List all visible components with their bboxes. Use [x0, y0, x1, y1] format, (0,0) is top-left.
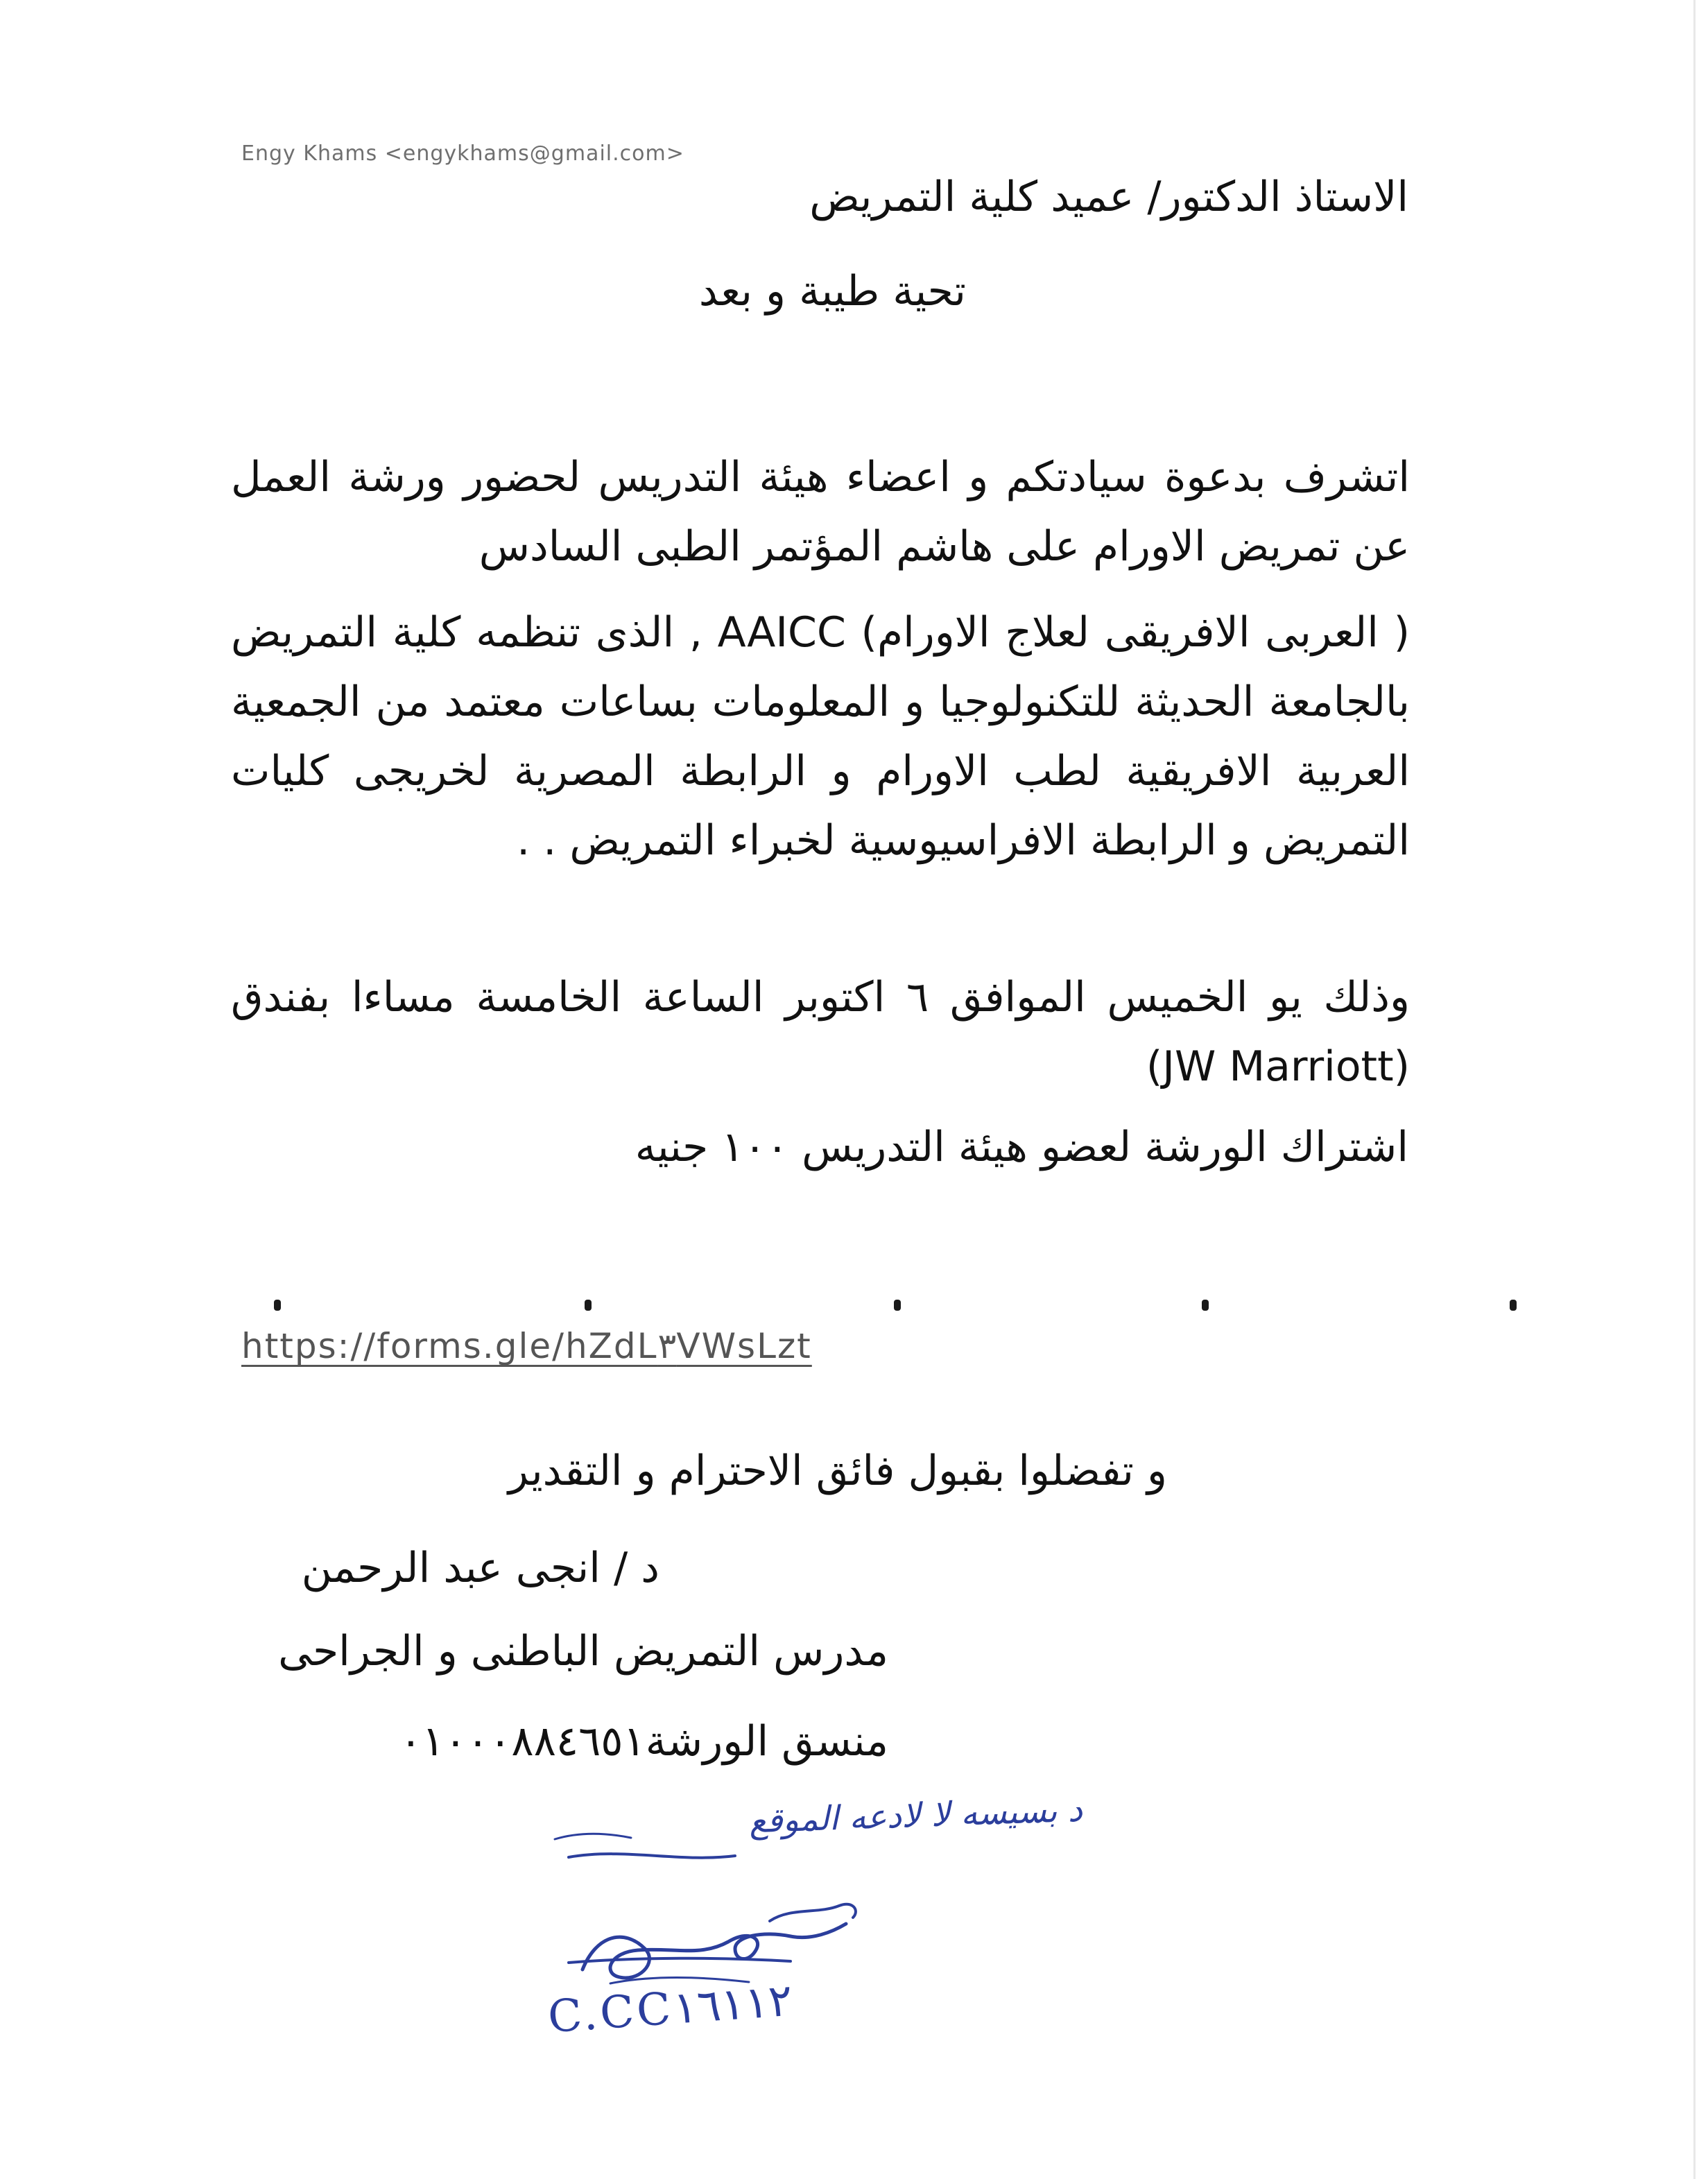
signatory-name: د / انجى عبد الرحمن — [301, 1544, 659, 1592]
scan-edge — [1693, 0, 1696, 2179]
signatory-title: مدرس التمريض الباطنى و الجراحى — [278, 1627, 888, 1676]
bullet-dot — [1202, 1300, 1209, 1311]
handwritten-phone: C.CC١٦١١٢ — [546, 1974, 794, 2044]
email-header: Engy Khams <engykhams@gmail.com> — [241, 141, 684, 166]
greeting-line: تحية طيبة و بعد — [698, 267, 966, 316]
closing-line: و تفضلوا بقبول فائق الاحترام و التقدير — [508, 1447, 1167, 1495]
recipient-line: الاستاذ الدكتور/ عميد كلية التمريض — [809, 173, 1408, 221]
bullet-dot — [894, 1300, 901, 1311]
date-venue-paragraph — [231, 963, 1410, 1101]
venue-name: (JW Marriott) — [1146, 1042, 1410, 1091]
organizers-text: , الذى تنظمه كلية التمريض بالجامعة الحديثة للتكنولوجيا و المعلومات بساعات معتمد من الجمعية العربية الافريقية لطب الاورام و الرابطة المصرية لخريجى كليات التمريض و الرابطة الافراسيوسية لخبراء التمريض . . — [231, 608, 1410, 865]
bullet-dot — [585, 1300, 592, 1311]
invitation-paragraph: اتشرف بدعوة سيادتكم و اعضاء هيئة التدريس لحضور ورشة العمل عن تمريض الاورام على هاشم المؤتمر الطبى السادس — [231, 453, 1410, 571]
handwritten-annotation — [527, 1775, 1401, 2081]
handwritten-note: د بسيسه لا لادعه الموقع — [748, 1790, 1083, 1841]
conference-paragraph — [231, 598, 1410, 875]
registration-form-link[interactable]: https://forms.gle/hZdL٣VWsLzt — [241, 1326, 812, 1366]
conference-acronym: AAICC — [717, 608, 846, 657]
workshop-coordinator: منسق الورشة٠١٠٠٠٨٨٤٦٥١ — [399, 1717, 888, 1766]
bullet-dot — [274, 1300, 281, 1311]
date-text: وذلك يو الخميس الموافق ٦ اكتوبر الساعة الخامسة مساءا بفندق — [231, 973, 1410, 1022]
fee-line: اشتراك الورشة لعضو هيئة التدريس ١٠٠ جنيه — [635, 1123, 1408, 1171]
conference-name: ( العربى الافريقى لعلاج الاورام) — [845, 608, 1410, 657]
bullet-dot — [1510, 1300, 1517, 1311]
